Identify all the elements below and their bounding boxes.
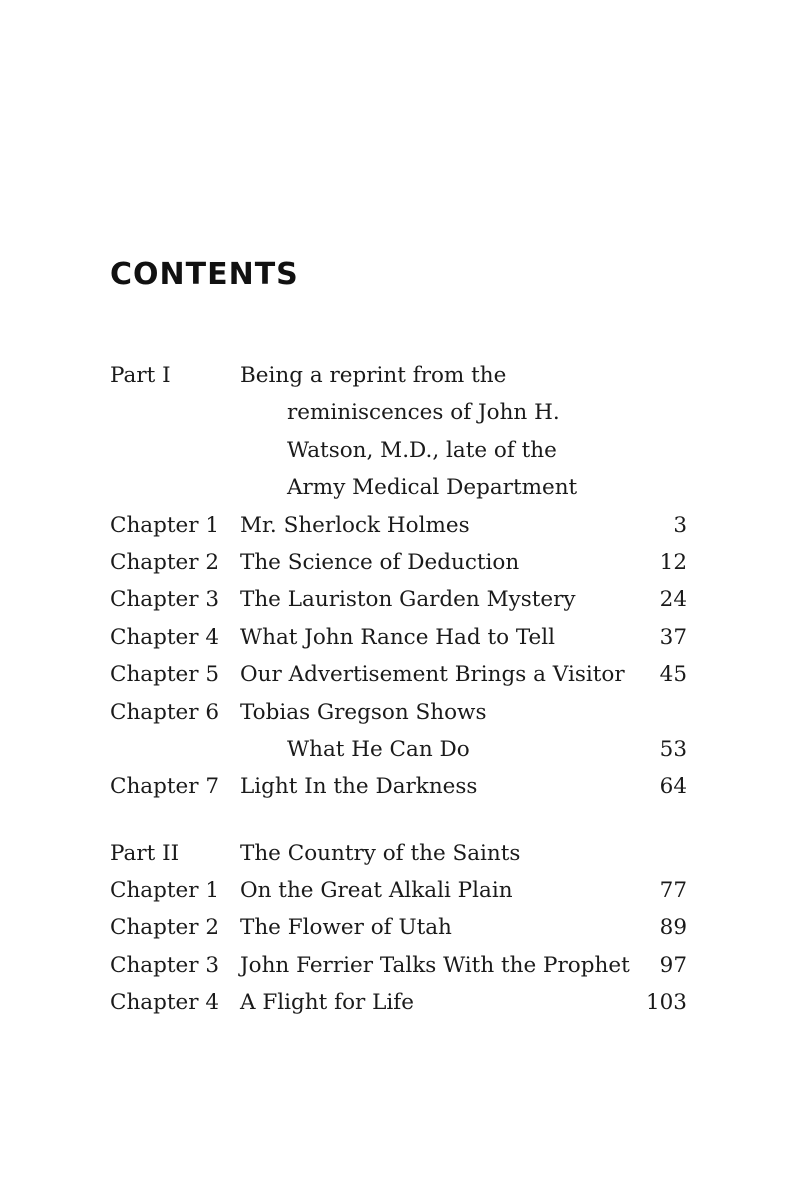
page-number: 3: [673, 512, 687, 538]
toc-entry[interactable]: [0, 694, 800, 731]
toc-entry[interactable]: [0, 619, 800, 656]
chapter-label: Chapter 3: [110, 952, 220, 978]
page-number: 37: [659, 624, 687, 650]
page-number: 77: [659, 878, 687, 904]
part-title-line: reminiscences of John H.: [287, 400, 560, 426]
toc-part-1-cont: [0, 432, 800, 469]
page-number: 12: [659, 549, 687, 575]
chapter-title: What John Rance Had to Tell: [240, 624, 556, 650]
chapter-label: Chapter 7: [110, 774, 220, 800]
chapter-label: Chapter 4: [110, 624, 220, 650]
chapter-title: Our Advertisement Brings a Visitor: [240, 662, 625, 688]
toc-entry[interactable]: [0, 544, 800, 581]
part-title-line: Watson, M.D., late of the: [287, 437, 557, 463]
part-title: The Country of the Saints: [240, 840, 521, 866]
table-of-contents: [0, 357, 800, 1022]
chapter-title: The Flower of Utah: [240, 915, 452, 941]
part-label: Part II: [110, 840, 180, 866]
part-label: Part I: [110, 363, 171, 388]
page-number: 24: [659, 587, 687, 613]
chapter-label: Chapter 6: [110, 699, 220, 725]
chapter-label: Chapter 4: [110, 990, 220, 1016]
toc-entry[interactable]: [0, 947, 800, 984]
chapter-title: Tobias Gregson Shows: [240, 699, 487, 725]
page-number: 103: [645, 990, 687, 1016]
chapter-title: A Flight for Life: [240, 990, 414, 1016]
chapter-label: Chapter 1: [110, 512, 220, 538]
page-number: 53: [659, 736, 687, 762]
toc-entry[interactable]: [0, 507, 800, 544]
toc-entry[interactable]: [0, 581, 800, 618]
chapter-label: Chapter 2: [110, 549, 220, 575]
page-number: 64: [659, 774, 687, 800]
chapter-label: Chapter 1: [110, 878, 220, 904]
page-number: 97: [659, 952, 687, 978]
chapter-title: The Lauriston Garden Mystery: [240, 587, 576, 613]
chapter-title-cont: What He Can Do: [287, 736, 470, 762]
part-title-line: Army Medical Department: [287, 475, 578, 501]
toc-entry[interactable]: [0, 909, 800, 946]
toc-part-2: [0, 835, 800, 872]
toc-entry[interactable]: [0, 656, 800, 693]
part-title-line: Being a reprint from the: [240, 363, 507, 388]
toc-entry[interactable]: [0, 984, 800, 1021]
toc-part-1-cont: [0, 469, 800, 506]
toc-entry[interactable]: [0, 872, 800, 909]
chapter-label: Chapter 5: [110, 662, 220, 688]
chapter-label: Chapter 3: [110, 587, 220, 613]
chapter-title: The Science of Deduction: [240, 549, 520, 575]
chapter-label: Chapter 2: [110, 915, 220, 941]
page-number: 45: [659, 662, 687, 688]
toc-entry-cont[interactable]: [0, 731, 800, 768]
toc-part-1: [0, 357, 800, 394]
toc-part-1-cont: [0, 394, 800, 431]
part-spacer: [0, 806, 800, 835]
chapter-title: Light In the Darkness: [240, 774, 478, 800]
chapter-title: John Ferrier Talks With the Prophet: [240, 952, 630, 978]
page-number: 89: [659, 915, 687, 941]
chapter-title: Mr. Sherlock Holmes: [240, 512, 470, 538]
contents-heading: CONTENTS: [110, 257, 299, 292]
toc-entry[interactable]: [0, 768, 800, 805]
chapter-title: On the Great Alkali Plain: [240, 878, 513, 904]
